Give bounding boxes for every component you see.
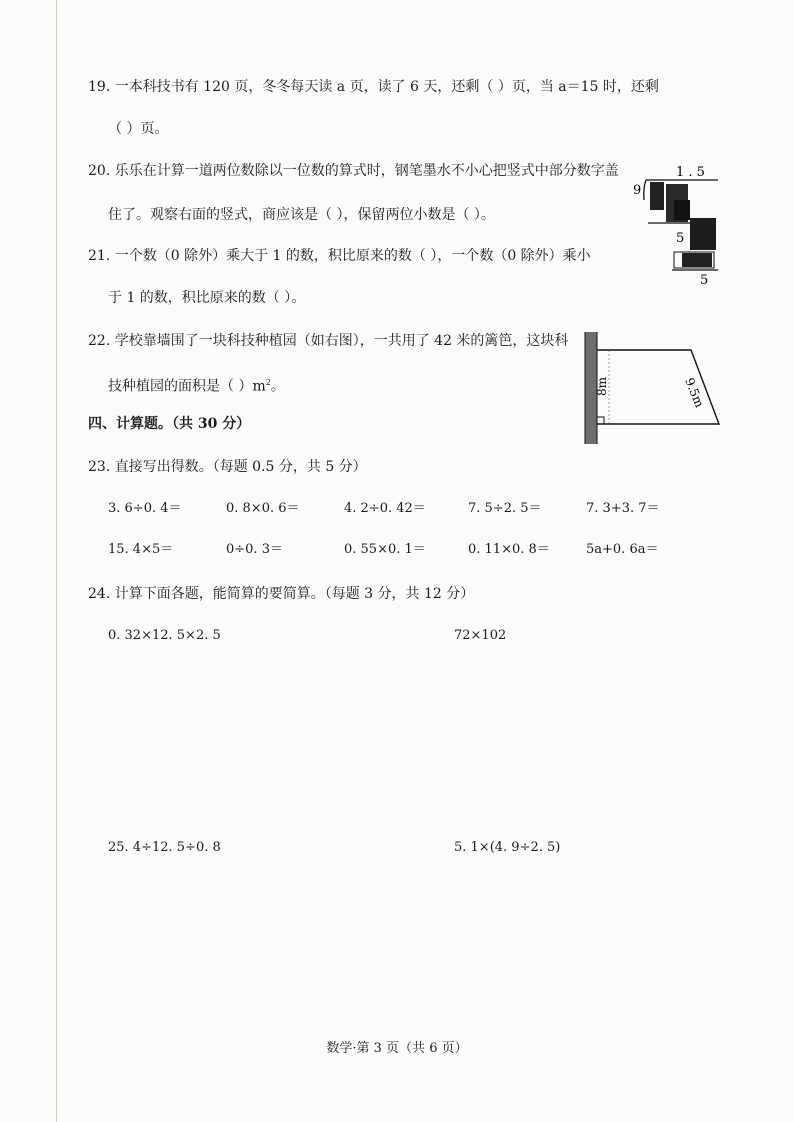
q19-line2: （ ）页。 [108,121,169,137]
division-remainder: 5 [676,231,685,246]
division-bottom: 5 [700,273,709,285]
ink-blot-1 [650,182,664,210]
q24-title: 24. 计算下面各题，能简算的要简算。（每题 3 分，共 12 分） [88,586,475,602]
scan-edge-line [56,0,57,1122]
q24-item-1: 0. 32×12. 5×2. 5 [108,628,221,643]
q22-unit-exponent: 2 [265,378,271,387]
q20-line2: 住了。观察右面的竖式，商应该是（ ），保留两位小数是（ ）。 [108,207,495,223]
q23-item: 0÷0. 3＝ [226,542,283,557]
height-label: 8m [595,376,609,396]
q21-line2: 于 1 的数，积比原来的数（ ）。 [108,290,306,306]
q23-item: 7. 5÷2. 5＝ [468,501,542,516]
q23-item: 15. 4×5＝ [108,542,174,557]
ink-blot-3 [690,218,716,250]
q22-line2 [108,374,285,396]
q23-item: 5a+0. 6a＝ [586,542,659,557]
q24-item-2: 72×102 [454,628,507,643]
division-divisor: 9 [633,183,642,198]
q21-line1: 21. 一个数（0 除外）乘大于 1 的数，积比原来的数（ ），一个数（0 除外）乘小 [88,248,591,264]
q23-item: 3. 6÷0. 4＝ [108,501,182,516]
q22-line2-suffix: 。 [270,378,285,395]
q23-item: 0. 8×0. 6＝ [226,501,300,516]
q24-item-3: 25. 4÷12. 5÷0. 8 [108,840,221,855]
section4-title: 四、计算题。（共 30 分） [88,416,251,432]
page-footer: 数学·第 3 页（共 6 页） [326,1041,468,1056]
q23-item: 0. 55×0. 1＝ [344,542,426,557]
slant-label: 9.5m [682,375,707,410]
division-quotient: 1 . 5 [676,165,705,180]
right-angle-mark [597,417,604,424]
division-figure [630,160,730,285]
q23-item: 0. 11×0. 8＝ [468,542,550,557]
q22-line2-text: 技种植园的面积是（ ）m [108,378,266,395]
q23-title: 23. 直接写出得数。（每题 0.5 分，共 5 分） [88,459,367,475]
q24-item-4: 5. 1×(4. 9÷2. 5) [454,840,561,855]
q20-line1: 20. 乐乐在计算一道两位数除以一位数的算式时，钢笔墨水不小心把竖式中部分数字盖 [88,163,619,179]
q22-line1: 22. 学校靠墙围了一块科技种植园（如右图），一共用了 42 米的篱笆，这块科 [88,333,569,349]
garden-figure [575,330,735,450]
q23-item: 7. 3+3. 7＝ [586,501,660,516]
q19-line1: 19. 一本科技书有 120 页，冬冬每天读 a 页，读了 6 天，还剩（ ）页，当 a＝15 时，还剩 [88,79,659,95]
q23-item: 4. 2÷0. 42＝ [344,501,426,516]
